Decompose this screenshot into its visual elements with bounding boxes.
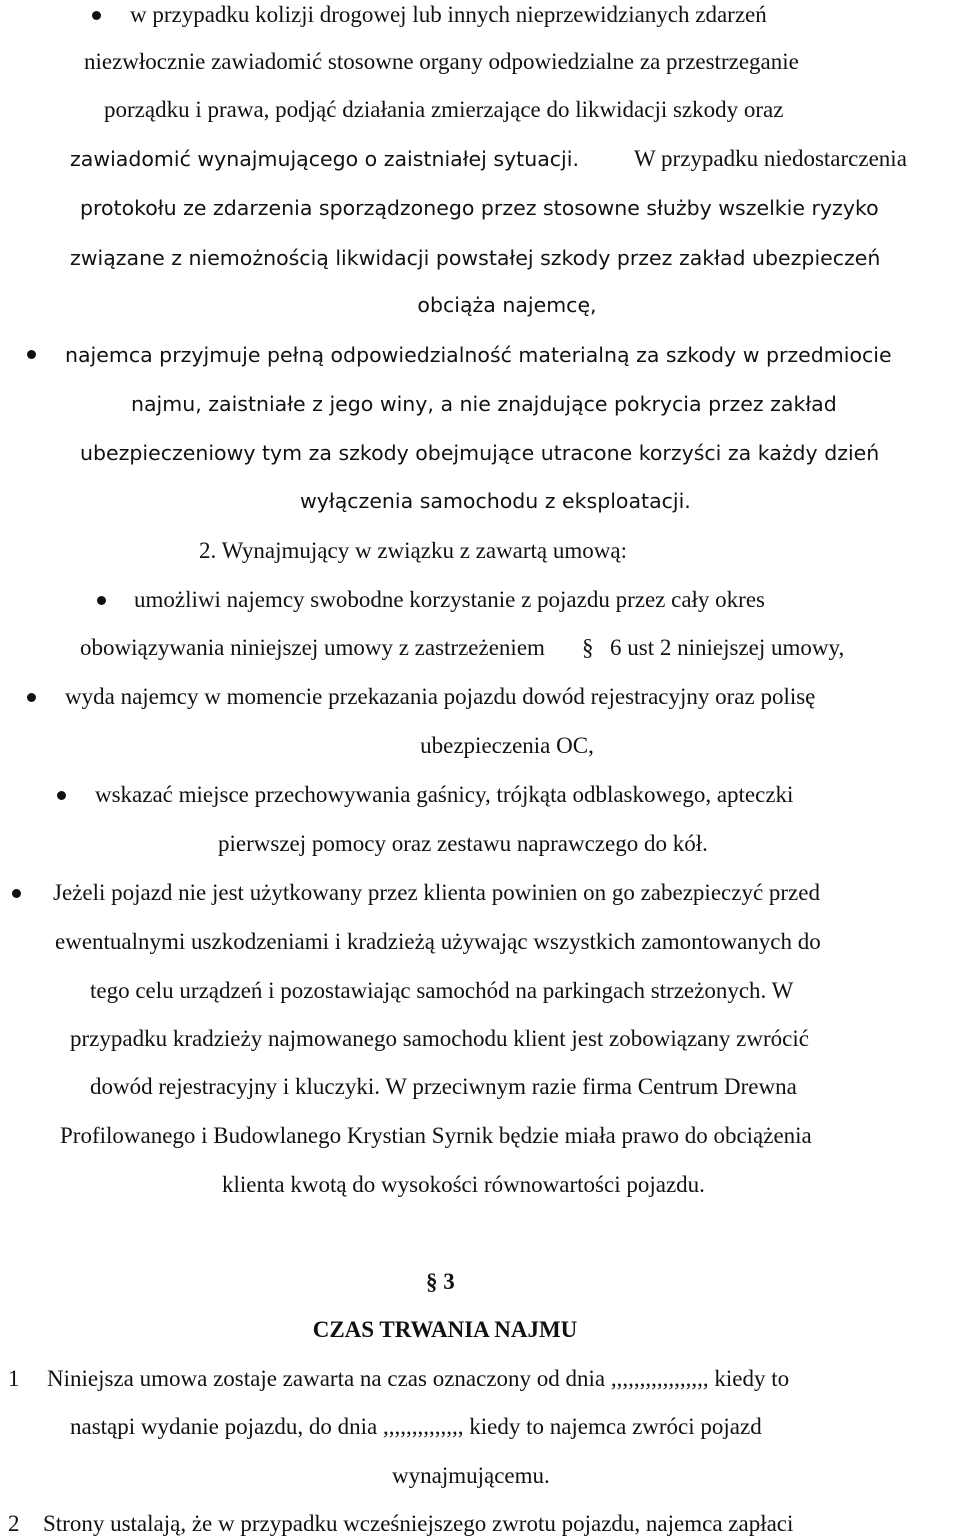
- text-line: najemca przyjmuje pełną odpowiedzialność materialną za szkody w przedmiocie: [65, 343, 892, 367]
- bullet-icon: [92, 11, 101, 20]
- text-line: nastąpi wydanie pojazdu, do dnia ,,,,,,,,,,,,,, kiedy to najemca zwróci pojazd: [70, 1414, 762, 1439]
- text-line: dowód rejestracyjny i kluczyki. W przeciwnym razie firma Centrum Drewna: [90, 1074, 797, 1099]
- text-line: obowiązywania niniejszej umowy z zastrzeżeniem: [80, 635, 545, 660]
- section-title: CZAS TRWANIA NAJMU: [312, 1317, 578, 1342]
- text-line: ubezpieczeniowy tym za szkody obejmujące utracone korzyści za każdy dzień: [80, 441, 880, 465]
- text-line: w przypadku kolizji drogowej lub innych nieprzewidzianych zdarzeń: [130, 2, 767, 27]
- text-line: wyłączenia samochodu z eksploatacji.: [300, 489, 691, 513]
- text-line: obciąża najemcę,: [417, 293, 597, 317]
- text-line: porządku i prawa, podjąć działania zmierzające do likwidacji szkody oraz: [104, 97, 784, 122]
- section-number-value: 3: [443, 1269, 455, 1294]
- item-number: 1: [8, 1366, 20, 1391]
- text-line: wynajmującemu.: [392, 1463, 550, 1488]
- text-line: pierwszej pomocy oraz zestawu naprawczego do kół.: [218, 831, 708, 856]
- bullet-icon: [12, 889, 21, 898]
- bullet-icon: [57, 791, 66, 800]
- text-line: klienta kwotą do wysokości równowartości pojazdu.: [222, 1172, 705, 1197]
- text-line: związane z niemożnością likwidacji powstałej szkody przez zakład ubezpieczeń: [70, 246, 881, 270]
- text-line: Jeżeli pojazd nie jest użytkowany przez klienta powinien on go zabezpieczyć przed: [53, 880, 820, 905]
- text-line: Niniejsza umowa zostaje zawarta na czas oznaczony od dnia ,,,,,,,,,,,,,,,,, kiedy to: [47, 1366, 790, 1391]
- section-number: [426, 1267, 455, 1297]
- text-line: przypadku kradzieży najmowanego samochodu klient jest zobowiązany zwrócić: [70, 1026, 809, 1051]
- bullet-icon: [27, 350, 36, 359]
- text-line: ewentualnymi uszkodzeniami i kradzieżą używając wszystkich zamontowanych do: [55, 929, 821, 954]
- text-line: umożliwi najemcy swobodne korzystanie z pojazdu przez cały okres: [134, 587, 765, 612]
- text-line: protokołu ze zdarzenia sporządzonego przez stosowne służby wszelkie ryzyko: [80, 196, 879, 220]
- text-line: 6 ust 2 niniejszej umowy,: [610, 635, 845, 660]
- text-line: Strony ustalają, że w przypadku wcześniejszego zwrotu pojazdu, najemca zapłaci: [43, 1511, 794, 1536]
- section-heading: 2. Wynajmujący w związku z zawartą umową:: [199, 538, 627, 563]
- text-line: tego celu urządzeń i pozostawiając samochód na parkingach strzeżonych. W: [90, 978, 794, 1003]
- text-line: niezwłocznie zawiadomić stosowne organy odpowiedzialne za przestrzeganie: [84, 49, 799, 74]
- text-line: zawiadomić wynajmującego o zaistniałej sytuacji.: [70, 147, 579, 171]
- section-sign-icon: §: [582, 635, 594, 660]
- text-line: wyda najemcy w momencie przekazania pojazdu dowód rejestracyjny oraz polisę: [65, 684, 816, 709]
- section-sign-icon: §: [426, 1269, 444, 1294]
- bullet-icon: [27, 693, 36, 702]
- bullet-icon: [97, 596, 106, 605]
- text-line: wskazać miejsce przechowywania gaśnicy, trójkąta odblaskowego, apteczki: [95, 782, 794, 807]
- text-line: W przypadku niedostarczenia: [634, 146, 907, 171]
- item-number: 2: [8, 1511, 20, 1536]
- text-line: najmu, zaistniałe z jego winy, a nie znajdujące pokrycia przez zakład: [131, 392, 837, 416]
- text-line: ubezpieczenia OC,: [420, 733, 594, 758]
- text-line: Profilowanego i Budowlanego Krystian Syrnik będzie miała prawo do obciążenia: [60, 1123, 812, 1148]
